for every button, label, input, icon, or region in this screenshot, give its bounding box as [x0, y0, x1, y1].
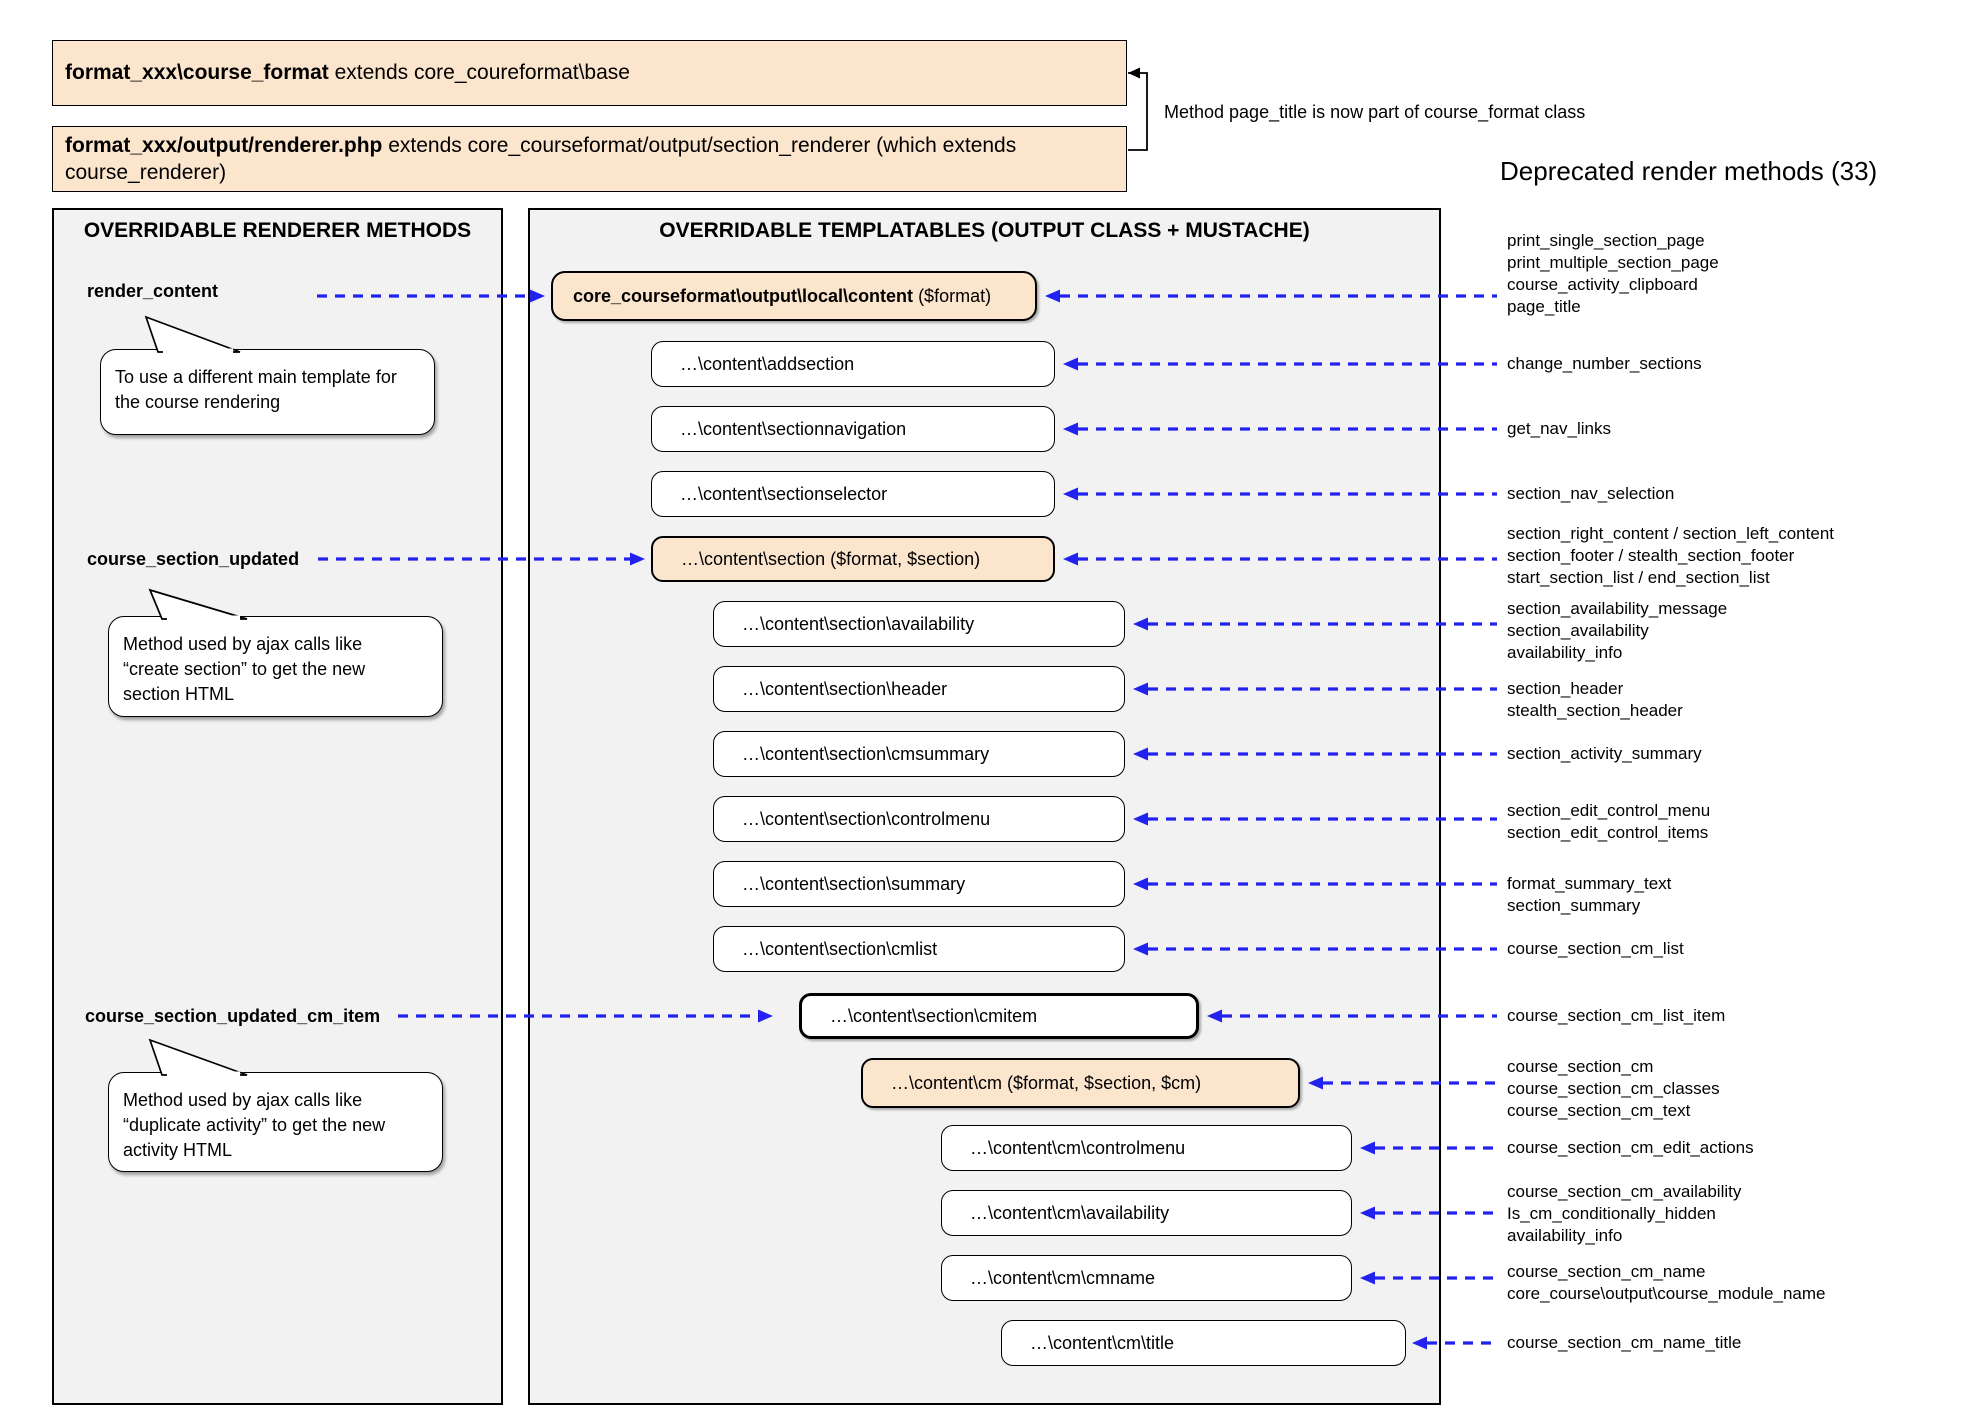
- method-render-content: render_content: [87, 281, 219, 301]
- deprecated-methods-title: Deprecated render methods (33): [1500, 156, 1878, 186]
- class-box-renderer: [52, 126, 1127, 192]
- templatable-box-cm-cmname: [941, 1255, 1352, 1301]
- templatable-label: …\content\section\header: [742, 678, 948, 699]
- deprecated-group-section-cmsummary: [1507, 743, 1702, 765]
- deprecated-group-sectionnavigation: [1507, 418, 1611, 440]
- renderer-methods-panel-title: OVERRIDABLE RENDERER METHODS: [83, 219, 472, 242]
- deprecated-group-section-controlmenu: [1507, 800, 1710, 844]
- templatable-box-cm: [861, 1058, 1300, 1108]
- deprecated-method: course_section_cm_availability: [1507, 1182, 1742, 1201]
- templatable-label: …\content\section\cmsummary: [742, 743, 990, 764]
- templatable-label: …\content\cm\controlmenu: [970, 1137, 1186, 1158]
- deprecated-group-cm-controlmenu: [1507, 1137, 1754, 1159]
- deprecated-method: section_edit_control_menu: [1507, 801, 1711, 820]
- deprecated-group-addsection: [1507, 353, 1702, 375]
- callout-line: “duplicate activity” to get the new: [123, 1115, 386, 1135]
- deprecated-method: course_section_cm_classes: [1507, 1079, 1720, 1098]
- templatable-label: …\content\cm ($format, $section, $cm): [891, 1072, 1202, 1093]
- deprecated-method: availability_info: [1507, 1226, 1623, 1245]
- templatable-label: …\content\sectionselector: [680, 483, 888, 504]
- bracket-arrowhead: [1128, 68, 1140, 79]
- templatable-box-section-cmlist: [713, 926, 1125, 972]
- templatable-box-section-controlmenu: [713, 796, 1125, 842]
- page-title-note: Method page_title is now part of course_format class: [1164, 102, 1586, 122]
- class-name-bold: format_xxx/output/renderer.php: [65, 134, 383, 157]
- templatable-box-section-cmitem: [799, 993, 1199, 1039]
- templatable-label: …\content\section\availability: [742, 613, 975, 634]
- templatable-label: …\content\section\controlmenu: [742, 808, 991, 829]
- class-box-text: [65, 61, 630, 85]
- deprecated-group-content: [1507, 230, 1719, 318]
- deprecated-method: get_nav_links: [1507, 419, 1611, 438]
- templatable-label-args: ($format): [913, 285, 992, 306]
- templatable-box-cm-availability: [941, 1190, 1352, 1236]
- templatable-box-sectionselector: [651, 471, 1055, 517]
- callout-course-section-updated-cm-item: [108, 1072, 443, 1172]
- deprecated-group-section-cmlist: [1507, 938, 1684, 960]
- deprecated-group-section-availability: [1507, 598, 1727, 664]
- deprecated-method: section_summary: [1507, 896, 1641, 915]
- deprecated-method: stealth_section_header: [1507, 701, 1683, 720]
- deprecated-method: format_summary_text: [1507, 874, 1672, 893]
- deprecated-method: course_section_cm_name_title: [1507, 1333, 1742, 1352]
- deprecated-group-cm-availability: [1507, 1181, 1741, 1247]
- templatable-label: …\content\section\cmitem: [830, 1005, 1038, 1026]
- deprecated-method: section_nav_selection: [1507, 484, 1675, 503]
- deprecated-method: section_header: [1507, 679, 1624, 698]
- deprecated-method: course_section_cm_list_item: [1507, 1006, 1726, 1025]
- deprecated-method: change_number_sections: [1507, 354, 1702, 373]
- templatable-label: …\content\addsection: [680, 353, 855, 374]
- callout-line: Method used by ajax calls like: [123, 634, 363, 654]
- deprecated-group-cm: [1507, 1056, 1720, 1122]
- callout-line: To use a different main template for: [115, 367, 397, 387]
- deprecated-method: availability_info: [1507, 643, 1623, 662]
- templatable-box-addsection: [651, 341, 1055, 387]
- templatable-label: …\content\section\cmlist: [742, 938, 938, 959]
- class-extends-text: extends core_courseformat/output/section_renderer (which extends course_renderer): [65, 134, 1017, 184]
- deprecated-method: course_section_cm_edit_actions: [1507, 1138, 1754, 1157]
- method-course-section-updated: course_section_updated: [87, 549, 300, 569]
- callout-course-section-updated: [108, 616, 443, 717]
- templatable-box-section-availability: [713, 601, 1125, 647]
- deprecated-group-cm-title: [1507, 1332, 1741, 1354]
- class-box-course-format: [52, 40, 1127, 106]
- templatable-box-section-header: [713, 666, 1125, 712]
- deprecated-method: core_course\output\course_module_name: [1507, 1284, 1826, 1303]
- callout-line: section HTML: [123, 684, 235, 704]
- templatable-box-section-summary: [713, 861, 1125, 907]
- deprecated-method: start_section_list / end_section_list: [1507, 568, 1770, 587]
- templatable-box-cm-title: [1001, 1320, 1406, 1366]
- templatable-box-section: [651, 536, 1055, 582]
- deprecated-group-section-summary: [1507, 873, 1671, 917]
- deprecated-group-section-cmitem: [1507, 1005, 1725, 1027]
- deprecated-group-sectionselector: [1507, 483, 1674, 505]
- templatable-label: …\content\cm\title: [1030, 1332, 1175, 1353]
- deprecated-method: section_availability_message: [1507, 599, 1728, 618]
- templatable-label: …\content\cm\availability: [970, 1202, 1170, 1223]
- deprecated-method: section_footer / stealth_section_footer: [1507, 546, 1795, 565]
- templatable-label-bold: core_courseformat\output\local\content: [573, 285, 914, 306]
- deprecated-method: section_edit_control_items: [1507, 823, 1709, 842]
- callout-line: activity HTML: [123, 1140, 233, 1160]
- callout-render-content: [100, 349, 435, 435]
- callout-line: the course rendering: [115, 392, 281, 412]
- deprecated-method: page_title: [1507, 297, 1581, 316]
- templatable-label: …\content\section\summary: [742, 873, 966, 894]
- class-box-text: [65, 134, 1016, 184]
- deprecated-method: print_multiple_section_page: [1507, 253, 1719, 272]
- method-course-section-updated-cm-item: course_section_updated_cm_item: [85, 1006, 381, 1026]
- deprecated-group-section: [1507, 523, 1834, 589]
- deprecated-method: course_activity_clipboard: [1507, 275, 1698, 294]
- deprecated-method: section_right_content / section_left_content: [1507, 524, 1834, 543]
- templatable-box-content: [551, 271, 1037, 321]
- templatable-label: [573, 286, 991, 307]
- deprecated-method: course_section_cm_name: [1507, 1262, 1706, 1281]
- templatables-panel-title: OVERRIDABLE TEMPLATABLES (OUTPUT CLASS + MUSTACHE): [659, 219, 1310, 242]
- templatable-box-sectionnavigation: [651, 406, 1055, 452]
- callout-line: “create section” to get the new: [123, 659, 366, 679]
- deprecated-method: print_single_section_page: [1507, 231, 1705, 250]
- deprecated-method: course_section_cm_text: [1507, 1101, 1691, 1120]
- callout-line: Method used by ajax calls like: [123, 1090, 363, 1110]
- deprecated-group-section-header: [1507, 678, 1683, 722]
- templatable-label: …\content\section ($format, $section): [681, 548, 981, 569]
- templatable-box-section-cmsummary: [713, 731, 1125, 777]
- templatable-box-cm-controlmenu: [941, 1125, 1352, 1171]
- class-extends-text: extends core_coureformat\base: [328, 61, 630, 84]
- deprecated-method: Is_cm_conditionally_hidden: [1507, 1204, 1716, 1223]
- deprecated-group-cm-cmname: [1507, 1261, 1825, 1305]
- class-name-bold: format_xxx\course_format: [65, 61, 329, 84]
- deprecated-method: course_section_cm: [1507, 1057, 1654, 1076]
- bracket-connector: [1128, 68, 1147, 151]
- deprecated-method: section_activity_summary: [1507, 744, 1702, 763]
- templatable-label: …\content\sectionnavigation: [680, 418, 907, 439]
- templatable-label: …\content\cm\cmname: [970, 1267, 1156, 1288]
- deprecated-method: course_section_cm_list: [1507, 939, 1684, 958]
- deprecated-method: section_availability: [1507, 621, 1649, 640]
